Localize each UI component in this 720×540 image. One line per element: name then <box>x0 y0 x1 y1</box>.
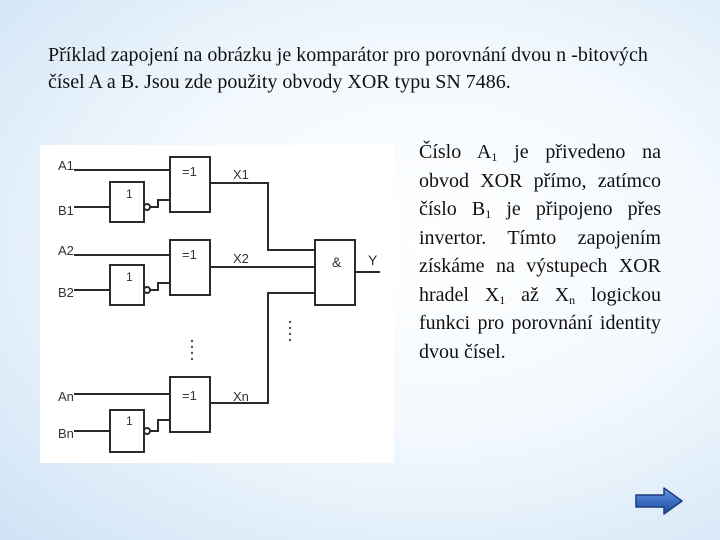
output-label-x2: X2 <box>233 251 249 266</box>
input-label-a1: A1 <box>58 158 74 173</box>
text-part: až X <box>505 283 570 306</box>
xor-label-n: =1 <box>182 388 197 403</box>
output-label-x1: X1 <box>233 167 249 182</box>
input-label-a2: A2 <box>58 243 74 258</box>
inverter-bubble-n <box>144 428 150 434</box>
subscript: 1 <box>499 292 506 307</box>
inverter-bubble-1 <box>144 204 150 210</box>
intro-paragraph: Příklad zapojení na obrázku je komparátor pro porovnání dvou n -bitových čísel A a B. Jsou zde použity obvody XOR typu SN 7486. <box>48 44 648 93</box>
input-label-bn: Bn <box>58 426 74 441</box>
explanation-paragraph <box>419 138 661 366</box>
inverter-bubble-2 <box>144 287 150 293</box>
output-label-xn: Xn <box>233 389 249 404</box>
inverter-label-2: 1 <box>126 270 133 284</box>
and-label: & <box>332 254 342 270</box>
comparator-circuit-diagram <box>40 145 394 463</box>
output-label-y: Y <box>368 252 378 268</box>
subscript: 1 <box>491 150 498 164</box>
subscript: n <box>569 292 576 307</box>
text-part: je připojeno přes invertor. Tímto zapojením získáme na výstupech XOR hradel X <box>419 198 661 306</box>
input-label-an: An <box>58 389 74 404</box>
text-part: logickou funkci pro porovnání identity dvou čísel. <box>419 283 661 363</box>
xor-label-1: =1 <box>182 164 197 179</box>
input-label-b2: B2 <box>58 285 74 300</box>
inverter-label-1: 1 <box>126 187 133 201</box>
circuit-svg <box>40 145 394 463</box>
input-label-b1: B1 <box>58 203 74 218</box>
xor-gate-n <box>170 377 210 432</box>
text-part: je přivedeno na obvod XOR přímo, zatímco číslo B <box>419 141 662 220</box>
xor-label-2: =1 <box>182 247 197 262</box>
text-part: Číslo A <box>419 141 492 163</box>
and-gate <box>315 240 355 305</box>
inverter-label-n: 1 <box>126 414 133 428</box>
subscript: 1 <box>485 207 492 221</box>
right-arrow-icon <box>634 486 684 516</box>
next-slide-button[interactable] <box>634 486 684 516</box>
